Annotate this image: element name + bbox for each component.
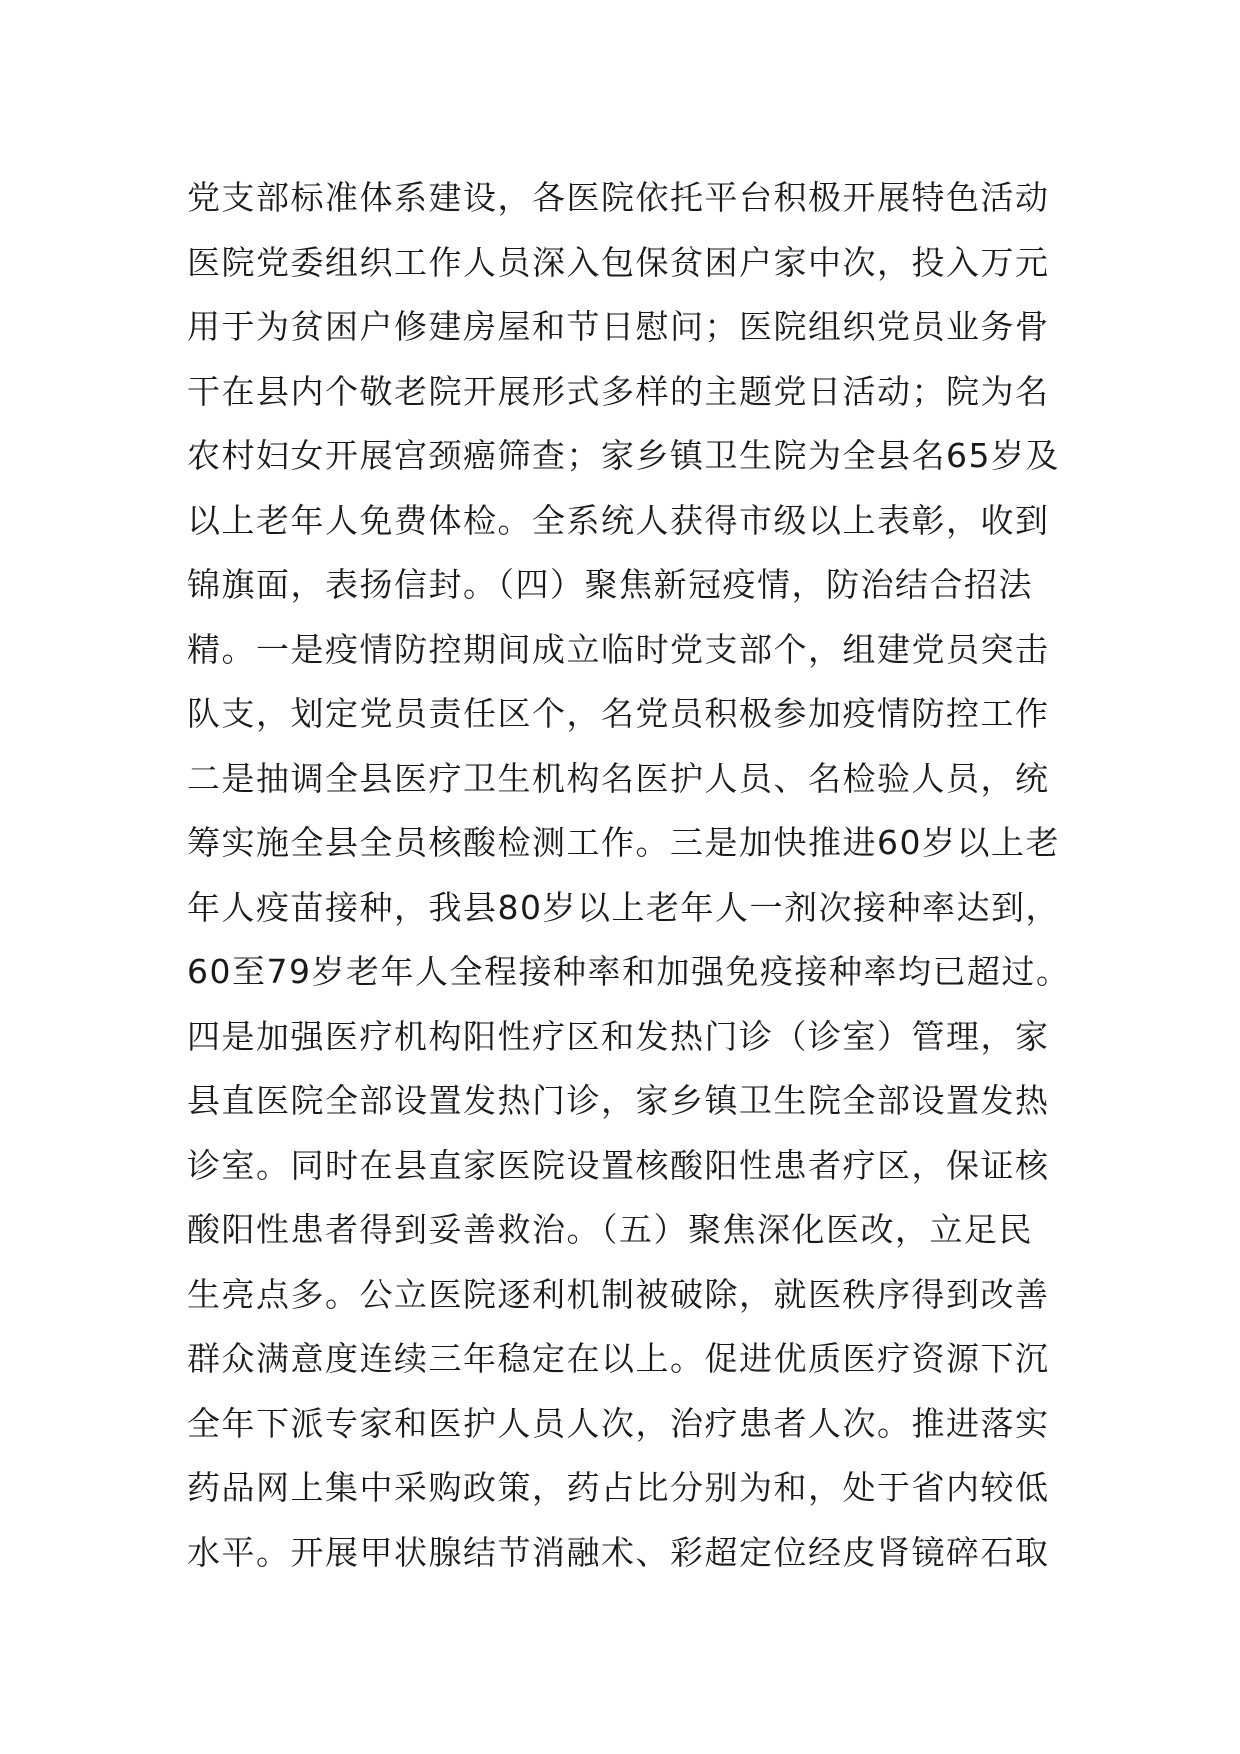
text-line: 二是抽调全县医疗卫生机构名医护人员、名检验人员，统 — [187, 758, 1050, 798]
text-line: 干在县内个敬老院开展形式多样的主题党日活动；院为名 — [187, 371, 1050, 411]
text-line: 用于为贫困户修建房屋和节日慰问；医院组织党员业务骨 — [187, 307, 1050, 346]
text-line: 党支部标准体系建设，各医院依托平台积极开展特色活动 — [187, 178, 1050, 217]
text-line: 以上老年人免费体检。全系统人获得市级以上表彰，收到 — [187, 500, 1050, 540]
text-line: 筹实施全县全员核酸检测工作。三是加快推进60岁以上老 — [187, 823, 1060, 862]
text-line: 精。一是疫情防控期间成立临时党支部个，组建党员突击 — [187, 629, 1050, 669]
text-line: 水平。开展甲状腺结节消融术、彩超定位经皮肾镜碎石取 — [187, 1532, 1050, 1572]
text-line: 全年下派专家和医护人员人次，治疗患者人次。推进落实 — [187, 1403, 1050, 1443]
text-line: 诊室。同时在县直家医院设置核酸阳性患者疗区，保证核 — [187, 1145, 1050, 1185]
text-line: 年人疫苗接种，我县80岁以上老年人一剂次接种率达到， — [187, 887, 1060, 927]
text-line: 60至79岁老年人全程接种率和加强免疫接种率均已超过。 — [187, 952, 1071, 991]
text-line: 队支，划定党员责任区个，名党员积极参加疫情防控工作 — [187, 694, 1050, 733]
body-text — [187, 166, 1087, 1585]
text-line: 酸阳性患者得到妥善救治。（五）聚焦深化医改，立足民 — [187, 1210, 1033, 1249]
text-line: 四是加强医疗机构阳性疗区和发热门诊（诊室）管理，家 — [187, 1016, 1050, 1056]
text-line: 群众满意度连续三年稳定在以上。促进优质医疗资源下沉 — [187, 1339, 1050, 1378]
text-line: 农村妇女开展宫颈癌筛查；家乡镇卫生院为全县名65岁及 — [187, 436, 1060, 475]
text-line: 药品网上集中采购政策，药占比分别为和，处于省内较低 — [187, 1468, 1050, 1507]
text-line: 锦旗面，表扬信封。（四）聚焦新冠疫情，防治结合招法 — [187, 565, 1033, 604]
text-line: 县直医院全部设置发热门诊，家乡镇卫生院全部设置发热 — [187, 1081, 1050, 1120]
text-line: 生亮点多。公立医院逐利机制被破除，就医秩序得到改善 — [187, 1274, 1050, 1314]
text-line: 医院党委组织工作人员深入包保贫困户家中次，投入万元 — [187, 242, 1050, 282]
